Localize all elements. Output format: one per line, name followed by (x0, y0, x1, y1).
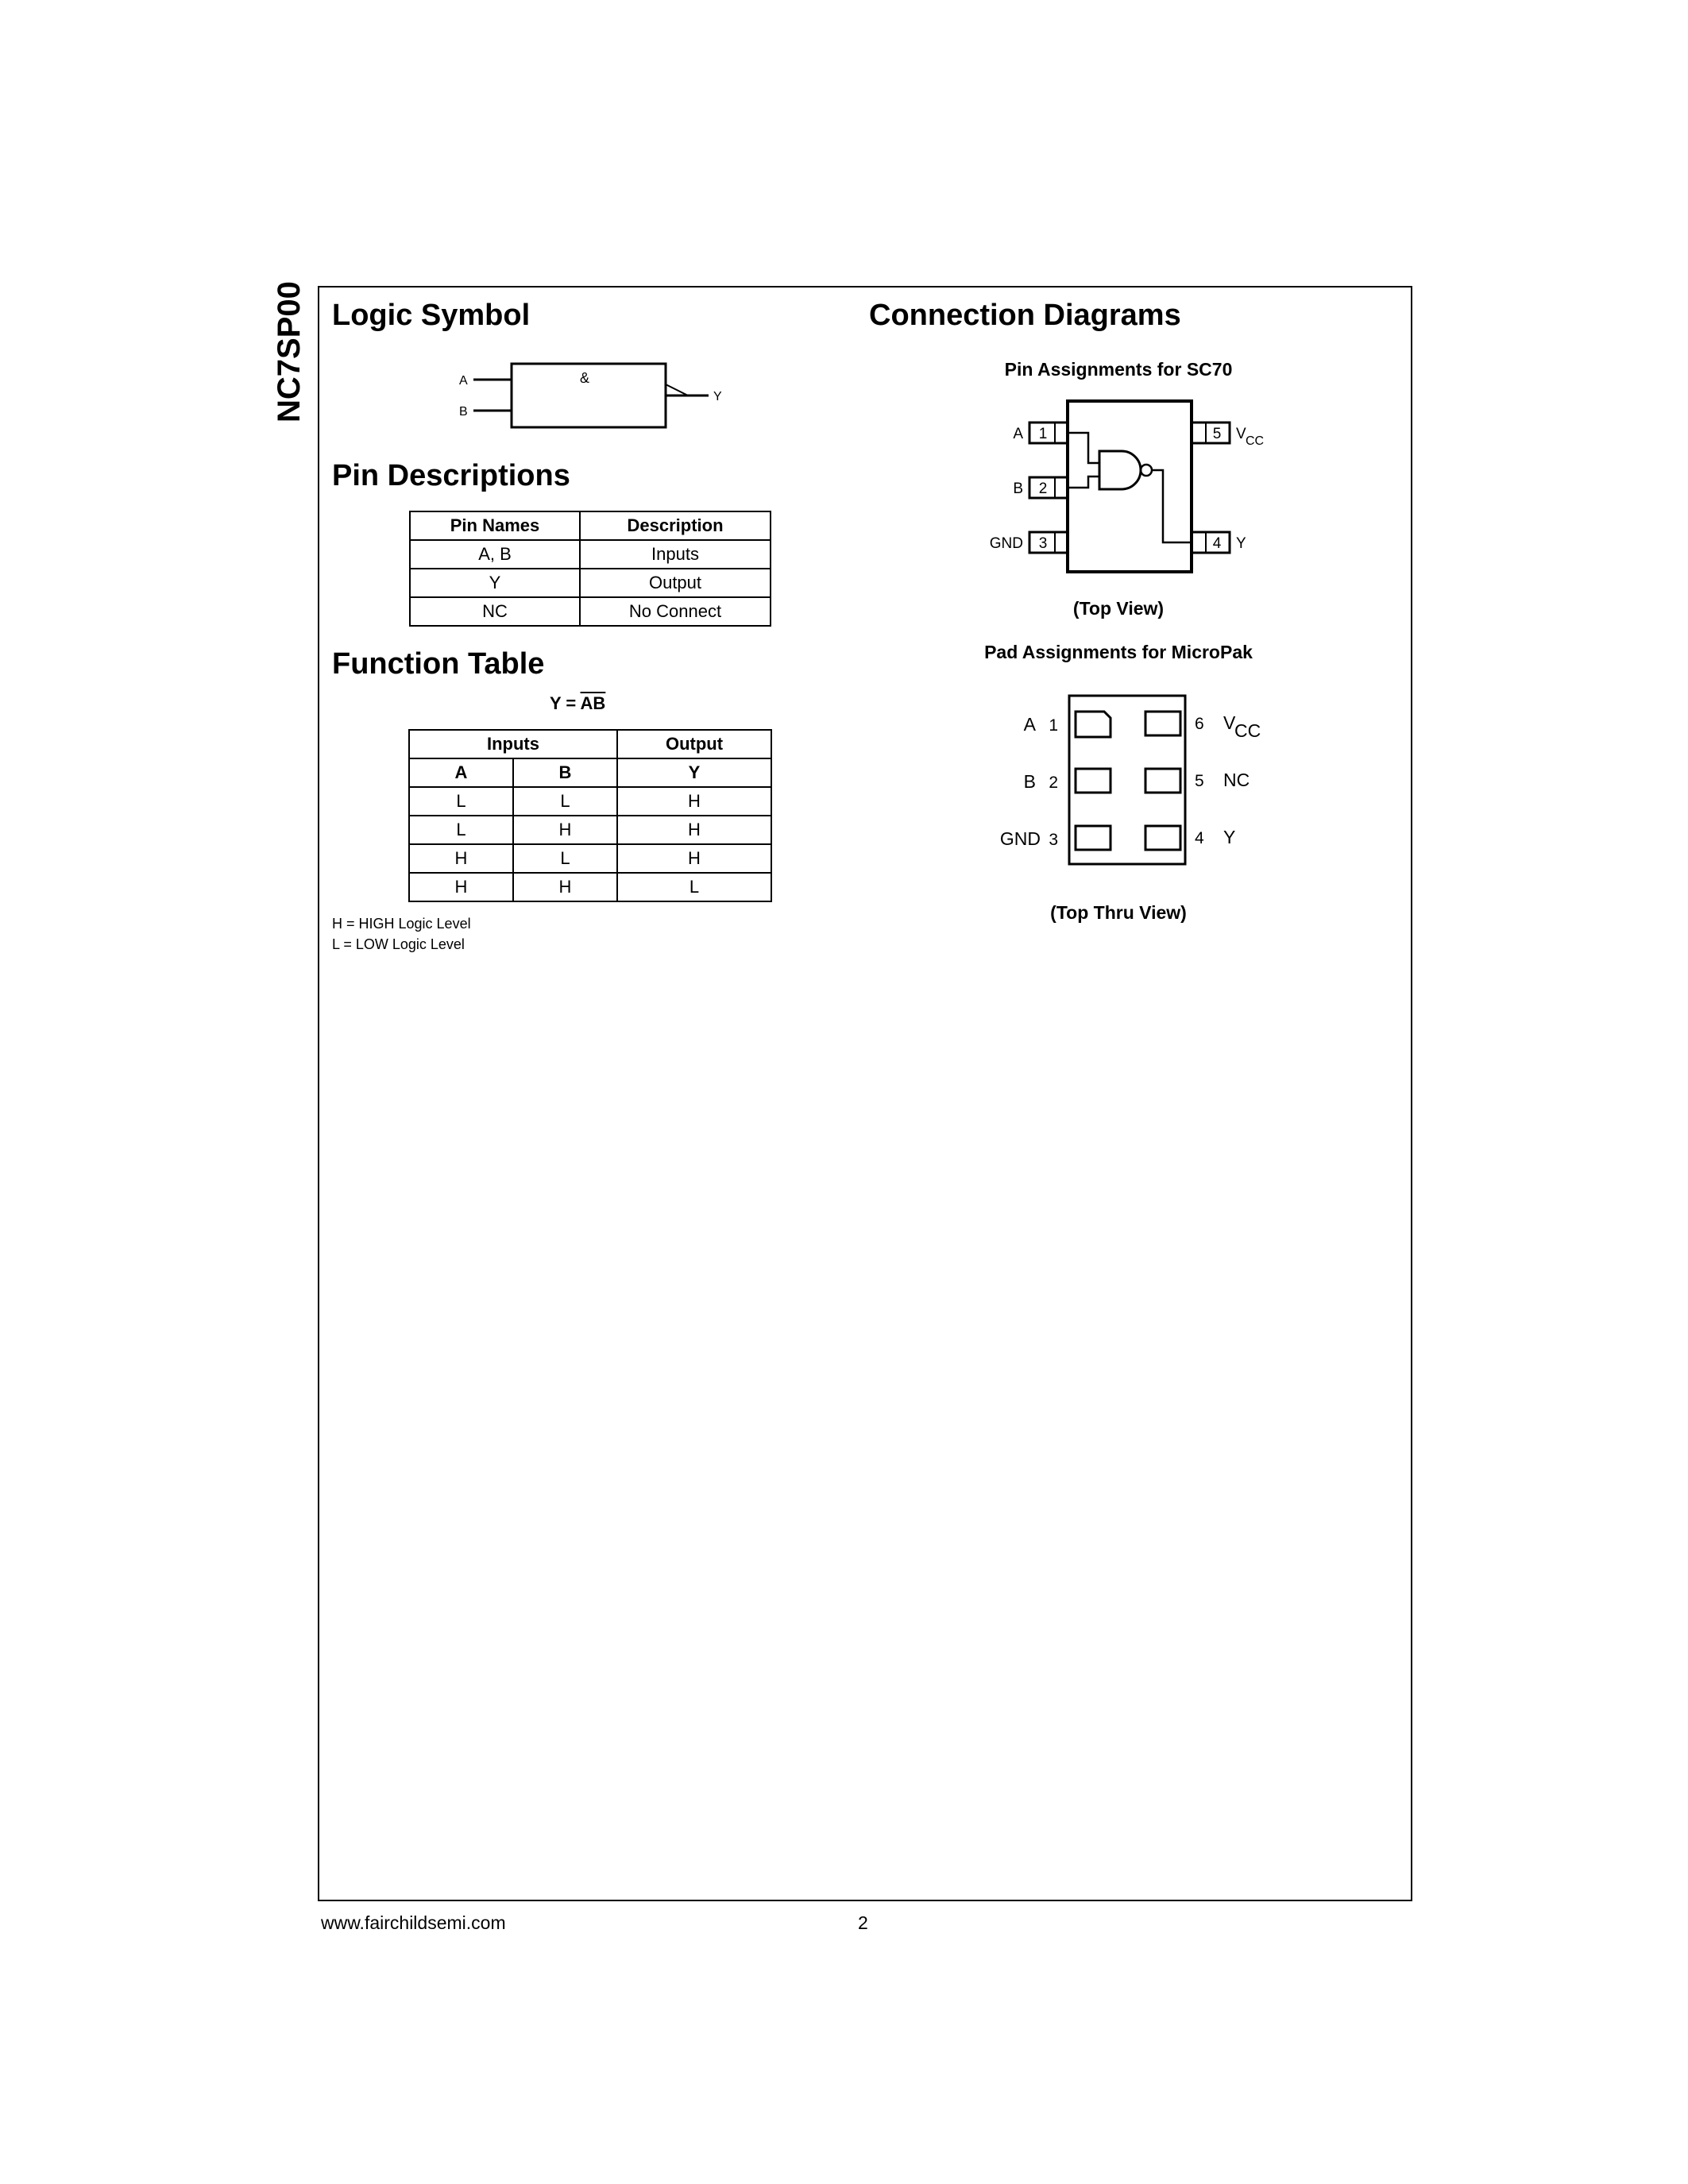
table-cell: L (409, 816, 513, 844)
micropak-pad-diagram (985, 689, 1287, 869)
sc70-label-a: A (1013, 426, 1023, 442)
input-b-label: B (459, 405, 468, 419)
table-header-row (410, 511, 771, 540)
micropak-pad-4 (1145, 826, 1180, 850)
micropak-label-b: B (1023, 771, 1036, 792)
table-row (410, 597, 771, 626)
column-header: A (409, 758, 513, 787)
table-cell: L (513, 787, 617, 816)
micropak-label-gnd: GND (999, 828, 1041, 849)
column-header: Pin Names (410, 511, 580, 540)
sc70-title: Pin Assignments for SC70 (1004, 359, 1233, 380)
table-cell: Y (410, 569, 580, 597)
sc70-label-gnd: GND (989, 535, 1023, 552)
sc70-pin-1-number: 1 (1038, 426, 1048, 442)
output-y-label: Y (713, 390, 722, 403)
equation-rhs: $\overline{AB}$ (580, 693, 606, 713)
sc70-pin-2-number: 2 (1038, 480, 1048, 497)
footer-page-number: 2 (858, 1912, 868, 1933)
group-header: Inputs (409, 730, 617, 758)
function-table (408, 729, 772, 902)
table-row (409, 816, 771, 844)
table-cell: L (513, 844, 617, 873)
micropak-pad-6 (1145, 712, 1180, 735)
logic-level-legend (332, 913, 471, 955)
table-group-header-row (409, 730, 771, 758)
table-cell: NC (410, 597, 580, 626)
table-cell: H (409, 873, 513, 901)
micropak-label-y: Y (1223, 827, 1236, 847)
micropak-pad-2 (1076, 769, 1111, 793)
micropak-pad-2-number: 2 (1049, 774, 1058, 792)
micropak-pad-4-number: 4 (1195, 829, 1204, 847)
table-cell: H (409, 844, 513, 873)
equation-lhs: Y = (550, 693, 581, 713)
boolean-equation (550, 693, 605, 714)
table-cell: H (617, 787, 771, 816)
table-cell: L (617, 873, 771, 901)
table-cell: L (409, 787, 513, 816)
micropak-pad-5 (1145, 769, 1180, 793)
function-table-heading: Function Table (332, 647, 545, 681)
micropak-pad-1 (1076, 712, 1111, 737)
table-row (410, 540, 771, 569)
sc70-label-b: B (1013, 480, 1023, 497)
pin-descriptions-table (409, 511, 771, 627)
table-cell: H (617, 816, 771, 844)
table-cell: H (513, 873, 617, 901)
sc70-pin-2 (1029, 477, 1068, 498)
sc70-nand-bubble (1141, 465, 1152, 476)
micropak-pad-6-number: 6 (1195, 715, 1204, 733)
sc70-nand-gate (1099, 451, 1141, 489)
legend-high: H = HIGH Logic Level (332, 916, 471, 932)
pin-descriptions-heading: Pin Descriptions (332, 459, 570, 492)
sc70-pinout-diagram (977, 389, 1279, 580)
sc70-pin-5 (1192, 423, 1230, 443)
micropak-pad-3 (1076, 826, 1111, 850)
micropak-label-a: A (1023, 714, 1036, 735)
sc70-pin-4-number: 4 (1212, 535, 1222, 552)
micropak-pad-5-number: 5 (1195, 772, 1204, 790)
sc70-pin-3 (1029, 532, 1068, 553)
column-header: Y (617, 758, 771, 787)
sc70-label-y: Y (1236, 535, 1246, 552)
table-cell: Output (580, 569, 771, 597)
table-header-row (409, 758, 771, 787)
micropak-pad-3-number: 3 (1049, 831, 1058, 849)
micropak-title: Pad Assignments for MicroPak (984, 642, 1253, 662)
table-row (409, 844, 771, 873)
sc70-label-vcc-v: V (1236, 426, 1246, 442)
micropak-body (1069, 696, 1185, 864)
gate-label: & (579, 370, 590, 386)
table-row (409, 787, 771, 816)
sc70-wire-a (1068, 433, 1099, 463)
output-negation-mark (666, 384, 688, 396)
table-cell: A, B (410, 540, 580, 569)
table-row (409, 873, 771, 901)
sc70-pin-4 (1192, 532, 1230, 553)
sc70-view-caption: (Top View) (1072, 598, 1165, 619)
logic-symbol-diagram (445, 357, 731, 437)
micropak-label-vcc-v: V (1223, 712, 1236, 733)
table-cell: H (617, 844, 771, 873)
sc70-wire-b (1068, 477, 1099, 488)
sc70-pin-5-number: 5 (1212, 426, 1222, 442)
sc70-pin-3-number: 3 (1038, 535, 1048, 552)
part-number-side-title: NC7SP00 (272, 281, 307, 423)
connection-diagrams-heading: Connection Diagrams (869, 299, 1181, 332)
footer-website-url: www.fairchildsemi.com (321, 1912, 506, 1933)
table-cell: H (513, 816, 617, 844)
micropak-view-caption: (Top Thru View) (1050, 902, 1187, 923)
sc70-label-vcc-sub: CC (1246, 434, 1265, 448)
logic-symbol-heading: Logic Symbol (332, 299, 531, 332)
sc70-wire-y (1152, 470, 1192, 542)
input-a-label: A (459, 374, 468, 388)
table-cell: Inputs (580, 540, 771, 569)
micropak-pad-1-number: 1 (1049, 716, 1058, 735)
table-cell: No Connect (580, 597, 771, 626)
micropak-label-nc: NC (1223, 770, 1250, 790)
group-header: Output (617, 730, 771, 758)
legend-low: L = LOW Logic Level (332, 936, 465, 952)
micropak-label-vcc-sub: CC (1234, 720, 1261, 741)
column-header: Description (580, 511, 771, 540)
sc70-pin-1 (1029, 423, 1068, 443)
table-row (410, 569, 771, 597)
column-header: B (513, 758, 617, 787)
